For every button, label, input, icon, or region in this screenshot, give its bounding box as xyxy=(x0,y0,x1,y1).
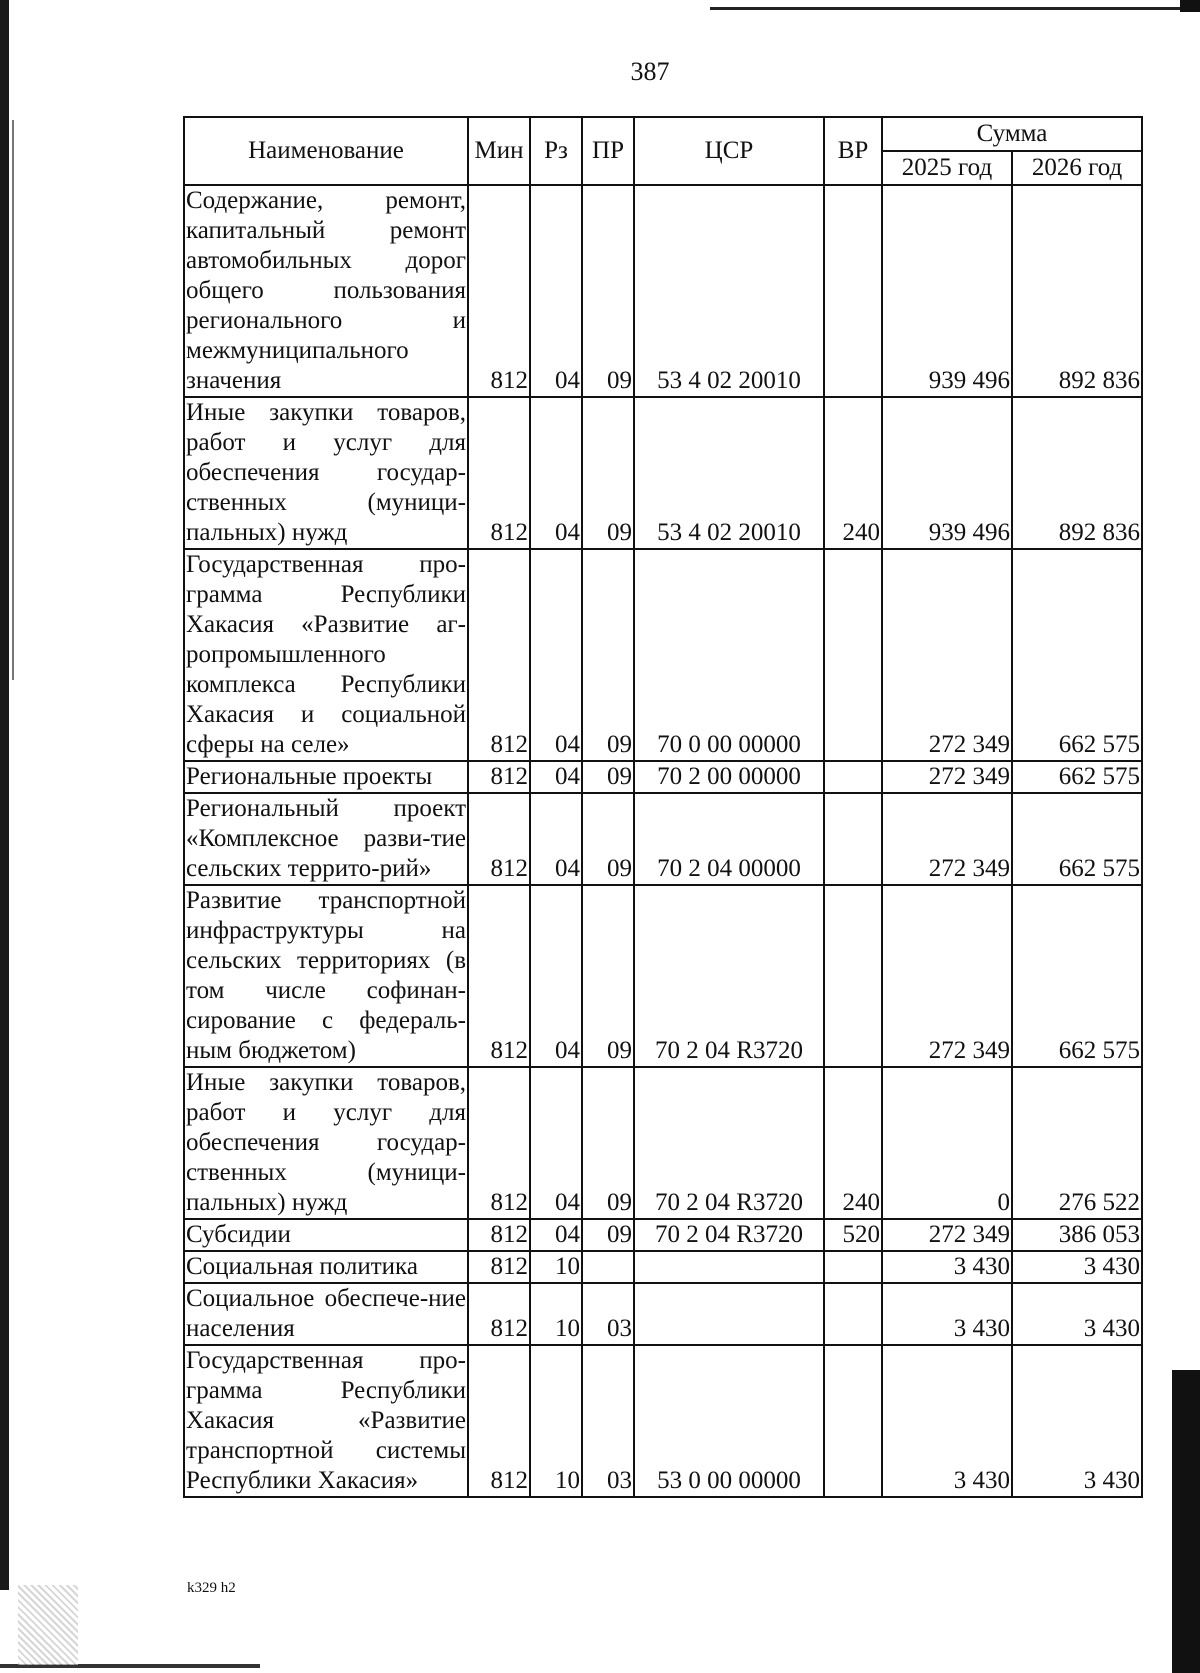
cell-vr xyxy=(824,793,882,885)
cell-2025: 3 430 xyxy=(882,1345,1012,1497)
cell-vr xyxy=(824,885,882,1067)
table-row xyxy=(184,793,1142,885)
header-year-2026: 2026 год xyxy=(1012,151,1142,185)
cell-2026: 662 575 xyxy=(1012,761,1142,793)
cell-min: 812 xyxy=(468,1219,530,1251)
cell-name: Региональный проект «Комплексное разви-тие сельских террито-рий» xyxy=(184,793,468,885)
table-row xyxy=(184,885,1142,1067)
cell-pr xyxy=(582,1251,634,1283)
table-row xyxy=(184,185,1142,397)
cell-csr: 53 0 00 00000 xyxy=(634,1345,824,1497)
cell-pr: 09 xyxy=(582,549,634,761)
cell-2026: 276 522 xyxy=(1012,1067,1142,1219)
cell-csr xyxy=(634,1251,824,1283)
footer-code: k329 h2 xyxy=(187,1580,236,1596)
cell-2025: 939 496 xyxy=(882,397,1012,549)
header-min: Мин xyxy=(468,117,530,185)
cell-vr xyxy=(824,185,882,397)
cell-vr: 240 xyxy=(824,397,882,549)
cell-2026: 892 836 xyxy=(1012,397,1142,549)
cell-vr xyxy=(824,1283,882,1345)
cell-rz: 04 xyxy=(530,397,582,549)
cell-pr: 09 xyxy=(582,793,634,885)
cell-csr: 70 2 04 R3720 xyxy=(634,885,824,1067)
cell-2025: 272 349 xyxy=(882,549,1012,761)
cell-2025: 272 349 xyxy=(882,793,1012,885)
cell-csr xyxy=(634,1283,824,1345)
cell-rz: 04 xyxy=(530,1067,582,1219)
scan-noise xyxy=(18,1585,78,1665)
cell-rz: 04 xyxy=(530,1219,582,1251)
cell-name: Региональные проекты xyxy=(184,761,468,793)
table-row xyxy=(184,1345,1142,1497)
cell-pr: 03 xyxy=(582,1345,634,1497)
cell-pr: 09 xyxy=(582,885,634,1067)
cell-min: 812 xyxy=(468,1283,530,1345)
cell-2025: 272 349 xyxy=(882,1219,1012,1251)
table-row xyxy=(184,761,1142,793)
header-sum: Сумма xyxy=(882,117,1142,151)
cell-rz: 04 xyxy=(530,793,582,885)
cell-rz: 10 xyxy=(530,1345,582,1497)
cell-csr: 70 2 04 R3720 xyxy=(634,1067,824,1219)
cell-csr: 70 0 00 00000 xyxy=(634,549,824,761)
table-row xyxy=(184,1283,1142,1345)
header-vr: ВР xyxy=(824,117,882,185)
cell-rz: 04 xyxy=(530,185,582,397)
header-year-2025: 2025 год xyxy=(882,151,1012,185)
scan-right-top-mark xyxy=(1180,0,1200,12)
cell-rz: 04 xyxy=(530,549,582,761)
cell-min: 812 xyxy=(468,549,530,761)
cell-pr: 09 xyxy=(582,1219,634,1251)
header-csr: ЦСР xyxy=(634,117,824,185)
cell-2026: 662 575 xyxy=(1012,793,1142,885)
scan-top-line xyxy=(710,7,1180,10)
budget-table xyxy=(183,116,1143,1498)
header-pr: ПР xyxy=(582,117,634,185)
cell-min: 812 xyxy=(468,793,530,885)
table-row xyxy=(184,397,1142,549)
cell-csr: 53 4 02 20010 xyxy=(634,185,824,397)
cell-name: Содержание, ремонт, капитальный ремонт автомобильных дорог общего пользования регионального и межмуниципального значения xyxy=(184,185,468,397)
cell-vr: 520 xyxy=(824,1219,882,1251)
cell-rz: 04 xyxy=(530,761,582,793)
cell-min: 812 xyxy=(468,885,530,1067)
scan-right-edge xyxy=(1172,1370,1200,1673)
cell-2025: 272 349 xyxy=(882,885,1012,1067)
cell-name: Государственная про-грамма Республики Хакасия «Развитие аг-ропромышленного комплекса Республики Хакасия и социальной сферы на селе» xyxy=(184,549,468,761)
scan-left-edge xyxy=(0,0,9,1590)
cell-name: Государственная про-грамма Республики Хакасия «Развитие транспортной системы Республики Хакасия» xyxy=(184,1345,468,1497)
cell-pr: 09 xyxy=(582,397,634,549)
table-row xyxy=(184,549,1142,761)
cell-vr xyxy=(824,549,882,761)
cell-csr: 70 2 04 R3720 xyxy=(634,1219,824,1251)
cell-vr: 240 xyxy=(824,1067,882,1219)
cell-2026: 662 575 xyxy=(1012,885,1142,1067)
cell-2025: 939 496 xyxy=(882,185,1012,397)
cell-2026: 662 575 xyxy=(1012,549,1142,761)
cell-rz: 10 xyxy=(530,1283,582,1345)
cell-pr: 09 xyxy=(582,761,634,793)
cell-2026: 892 836 xyxy=(1012,185,1142,397)
cell-name: Развитие транспортной инфраструктуры на сельских территориях (в том числе софинан-сирование с федераль-ным бюджетом) xyxy=(184,885,468,1067)
cell-name: Социальное обеспече-ние населения xyxy=(184,1283,468,1345)
cell-pr: 09 xyxy=(582,1067,634,1219)
cell-2026: 3 430 xyxy=(1012,1345,1142,1497)
table-row xyxy=(184,1067,1142,1219)
header-rz: Рз xyxy=(530,117,582,185)
cell-2025: 3 430 xyxy=(882,1251,1012,1283)
cell-csr: 70 2 00 00000 xyxy=(634,761,824,793)
cell-min: 812 xyxy=(468,1345,530,1497)
scan-left-line xyxy=(12,120,14,680)
cell-csr: 53 4 02 20010 xyxy=(634,397,824,549)
cell-name: Иные закупки товаров, работ и услуг для обеспечения государ-ственных (муници-пальных) нужд xyxy=(184,1067,468,1219)
cell-2026: 3 430 xyxy=(1012,1283,1142,1345)
page-number: 387 xyxy=(630,57,670,86)
cell-min: 812 xyxy=(468,761,530,793)
cell-name: Иные закупки товаров, работ и услуг для обеспечения государ-ственных (муници-пальных) нужд xyxy=(184,397,468,549)
cell-csr: 70 2 04 00000 xyxy=(634,793,824,885)
cell-min: 812 xyxy=(468,185,530,397)
cell-name: Субсидии xyxy=(184,1219,468,1251)
table-row xyxy=(184,1251,1142,1283)
table-row xyxy=(184,1219,1142,1251)
cell-rz: 04 xyxy=(530,885,582,1067)
cell-2025: 272 349 xyxy=(882,761,1012,793)
cell-vr xyxy=(824,1345,882,1497)
header-name: Наименование xyxy=(184,117,468,185)
cell-name: Социальная политика xyxy=(184,1251,468,1283)
cell-vr xyxy=(824,761,882,793)
cell-pr: 03 xyxy=(582,1283,634,1345)
cell-min: 812 xyxy=(468,1067,530,1219)
cell-rz: 10 xyxy=(530,1251,582,1283)
cell-2026: 3 430 xyxy=(1012,1251,1142,1283)
cell-2025: 0 xyxy=(882,1067,1012,1219)
cell-min: 812 xyxy=(468,1251,530,1283)
cell-2026: 386 053 xyxy=(1012,1219,1142,1251)
cell-2025: 3 430 xyxy=(882,1283,1012,1345)
cell-pr: 09 xyxy=(582,185,634,397)
cell-vr xyxy=(824,1251,882,1283)
cell-min: 812 xyxy=(468,397,530,549)
